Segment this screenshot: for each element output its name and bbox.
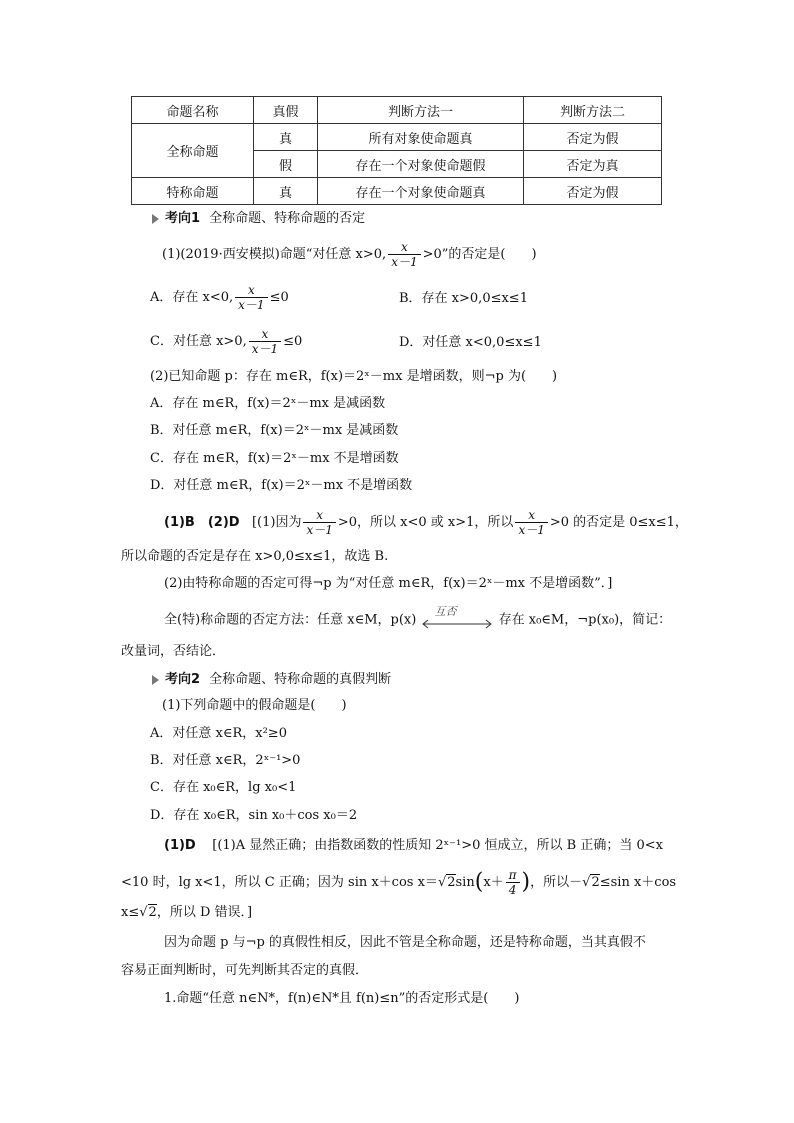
question-3-stem: (1)下列命题中的假命题是( ) [162,698,347,713]
table-cell: 所有对象使命题真 [318,124,524,151]
q3-option-b: B．对任意 x∈R，2ˣ⁻¹>0 [150,753,301,768]
summary-note-line1: 因为命题 p 与¬p 的真假性相反，因此不管是全称命题，还是特称命题，当其真假不 [164,935,646,950]
table-header-cell: 判断方法二 [524,97,662,124]
summary-note-line2: 容易正面判断时，可先判断其否定的真假． [121,963,369,978]
question-2-stem: (2)已知命题 p：存在 m∈R，f(x)＝2ˣ－mx 是增函数，则¬p 为( ) [150,369,558,384]
answer-1-line3: (2)由特称命题的否定可得¬p 为“对任意 m∈R，f(x)＝2ˣ－mx 不是增函数”．] [164,576,613,591]
answer-2-line2: <10 时，lg x<1，所以 C 正确；因为 sin x＋cos x＝√2sin(x＋ $\frac{\pi}{4}$ )，所以－√2≤sin x＋cos [121,868,677,897]
table-row [132,124,662,151]
method-note-line2: 改量词，否结论． [121,644,226,659]
table-row [132,178,662,205]
table-cell: 全称命题 [132,124,254,178]
answer-2-line1: (1)D [(1)A 显然正确；由指数函数的性质知 2ˣ⁻¹>0 恒成立，所以 B 正确；当 0<x [164,838,664,853]
option-a: A．存在 x<0, $\frac{x}{x-1}$ ≤0 [150,283,289,312]
option-b: B．存在 x>0,0≤x≤1 [399,291,528,306]
q2-option-a: A．存在 m∈R，f(x)＝2ˣ－mx 是减函数 [150,396,386,411]
triangle-bullet-icon [152,214,159,224]
method-note: 全(特)称命题的否定方法：任意 x∈M，p(x) 互否 存在 x₀∈M，¬p(x₀)，简记： [164,612,671,628]
answer-2-line3: x≤√2，所以 D 错误．] [121,905,253,920]
double-arrow-icon [420,616,494,632]
sqrt-symbol: √ [437,875,447,890]
fraction: $\frac{\pi}{4}$ [506,868,520,897]
table-header-cell: 判断方法一 [318,97,524,124]
q3-option-d: D．存在 x₀∈R，sin x₀＋cos x₀＝2 [150,808,358,823]
table-header-cell: 命题名称 [132,97,254,124]
table-cell: 存在一个对象使命题真 [318,178,524,205]
option-c: C．对任意 x>0, $\frac{x}{x-1}$ ≤0 [150,327,303,356]
fraction: $\frac{x}{x-1}$ [235,283,267,312]
table-header-row [132,97,662,124]
section-heading-1: 考向1 全称命题、特称命题的否定 [152,212,365,225]
table-cell: 存在一个对象使命题假 [318,151,524,178]
q3-option-c: C．存在 x₀∈R，lg x₀<1 [150,780,297,795]
comparison-table [131,96,662,205]
mutual-negation-arrow: 互否 [420,612,494,628]
table-header-cell: 真假 [254,97,318,124]
fraction: $\frac{x}{x-1}$ [515,508,547,537]
answer-1-line2: 所以命题的否定是存在 x>0,0≤x≤1，故选 B. [121,549,389,564]
q2-option-c: C．存在 m∈R，f(x)＝2ˣ－mx 不是增函数 [150,451,399,466]
table-cell: 真 [254,124,318,151]
fraction: $\frac{x}{x-1}$ [388,240,420,269]
section-heading-2: 考向2 全称命题、特称命题的真假判断 [152,673,391,686]
table-cell: 否定为假 [524,124,662,151]
q3-option-a: A．对任意 x∈R，x²≥0 [150,726,287,741]
table-cell: 特称命题 [132,178,254,205]
answer-1-line1: (1)B (2)D [(1)因为 $\frac{x}{x-1}$ >0，所以 x<0 或 x>1，所以 $\frac{x}{x-1}$ >0 的否定是 0≤x≤1， [164,508,688,537]
table-cell: 否定为假 [524,178,662,205]
table-cell: 真 [254,178,318,205]
fraction: $\frac{x}{x-1}$ [249,327,281,356]
q2-option-b: B．对任意 m∈R，f(x)＝2ˣ－mx 是减函数 [150,423,399,438]
triangle-bullet-icon [152,675,159,685]
option-d: D．对任意 x<0,0≤x≤1 [399,335,542,350]
table-cell: 否定为真 [524,151,662,178]
exercise-1: 1.命题“任意 n∈N*，f(n)∈N*且 f(n)≤n”的否定形式是( ) [164,991,520,1006]
q2-option-d: D．对任意 m∈R，f(x)＝2ˣ－mx 不是增函数 [150,478,413,493]
table-cell: 假 [254,151,318,178]
question-1-stem: (1)(2019·西安模拟)命题“对任意 x>0, $\frac{x}{x-1}$ >0”的否定是( ) [162,240,537,269]
fraction: $\frac{x}{x-1}$ [303,508,335,537]
